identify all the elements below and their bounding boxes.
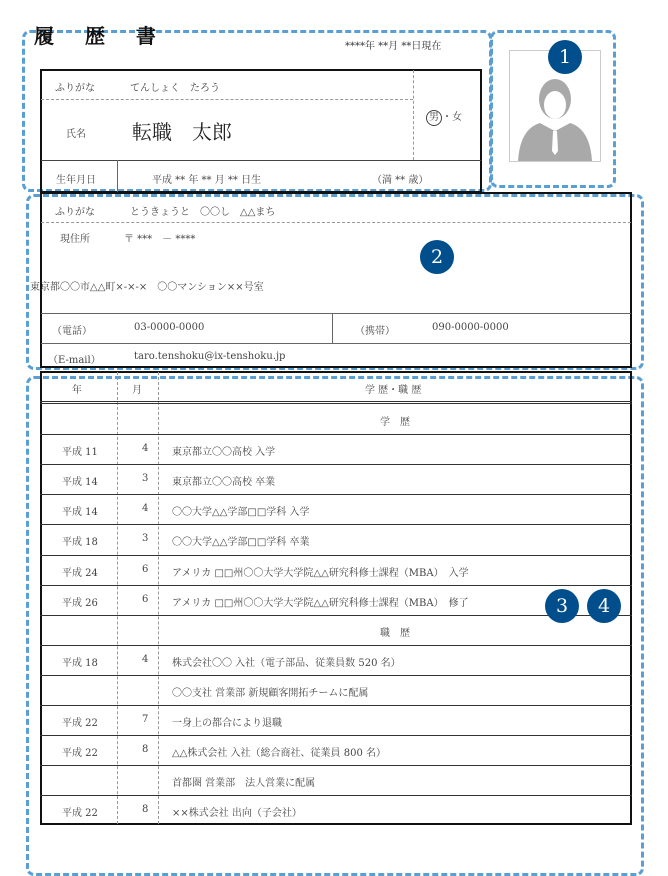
gender-selector[interactable]: 男 ・女: [426, 108, 462, 126]
row-divider: [40, 494, 632, 495]
phone-label: （電話）: [52, 326, 92, 337]
history-row-content: 〇〇大学△△学部□□学科 入学: [172, 507, 310, 519]
history-row-year: 平成 18: [62, 537, 98, 549]
col-header-month: 月: [132, 385, 142, 396]
address-value: 東京都〇〇市△△町×-×-× 〇〇マンション××号室: [30, 282, 264, 293]
history-row-year: 平成 26: [62, 597, 98, 609]
history-row-year: 平成 24: [62, 567, 98, 579]
history-row-month: 4: [142, 443, 149, 455]
name-label: 氏名: [66, 129, 86, 140]
furigana-value: てんしょく たろう: [130, 83, 220, 94]
col-header-content: 学 歴・職 歴: [365, 385, 422, 396]
postal-code: 〒 *** － ****: [124, 234, 196, 245]
history-row-month: 8: [142, 744, 149, 756]
row-divider: [40, 524, 632, 525]
row-divider: [40, 735, 632, 736]
history-section-heading: 職 歴: [380, 627, 410, 639]
history-row-content: アメリカ □□州〇〇大学大学院△△研究科修士課程（MBA） 入学: [172, 567, 469, 579]
history-row-content: 首都圏 営業部 法人営業に配属: [172, 778, 316, 790]
history-row-content: ××株式会社 出向（子会社）: [172, 808, 302, 820]
history-row-year: 平成 18: [62, 657, 98, 669]
row-divider: [40, 765, 632, 766]
row-divider: [40, 585, 632, 586]
history-row-year: 平成 22: [62, 718, 98, 729]
age-value: （満 ** 歳）: [372, 175, 429, 186]
history-row-year: 平成 11: [62, 447, 98, 459]
history-row-content: 株式会社〇〇 入社（電子部品、従業員数 520 名）: [172, 657, 401, 669]
badge-4: 4: [587, 589, 621, 623]
history-row-year: 平成 22: [62, 808, 98, 820]
history-section-heading: 学 歴: [380, 417, 410, 428]
gender-female: 女: [452, 112, 462, 123]
history-row-year: 平成 14: [62, 507, 98, 519]
address-furigana-label: ふりがな: [55, 207, 95, 218]
row-divider: [40, 675, 632, 676]
badge-1: 1: [548, 40, 582, 74]
address-furigana-value: とうきょうと 〇〇し △△まち: [130, 207, 276, 218]
history-row-content: 〇〇支社 営業部 新規顧客開拓チームに配属: [172, 687, 369, 699]
history-row-year: 平成 14: [62, 477, 98, 489]
history-row-content: アメリカ □□州〇〇大学大学院△△研究科修士課程（MBA） 修了: [172, 597, 469, 609]
history-row-content: 東京都立〇〇高校 卒業: [172, 477, 276, 489]
birth-value: 平成 ** 年 ** 月 ** 日生: [152, 175, 262, 186]
row-divider: [40, 615, 632, 616]
row-divider: [40, 645, 632, 646]
row-divider: [40, 434, 632, 435]
history-row-content: 一身上の都合により退職: [172, 718, 282, 729]
col-header-year: 年: [72, 385, 82, 396]
history-row-content: 東京都立〇〇高校 入学: [172, 447, 276, 459]
history-row-content: 〇〇大学△△学部□□学科 卒業: [172, 537, 310, 549]
history-row-content: △△株式会社 入社（総合商社、従業員 800 名）: [172, 748, 387, 760]
row-divider: [40, 464, 632, 465]
phone-value: 03-0000-0000: [134, 322, 205, 333]
date-label: ****年 **月 **日現在: [345, 41, 442, 52]
mobile-label: （携帯）: [355, 326, 395, 337]
history-row-month: 6: [142, 563, 149, 575]
email-label: （E-mail）: [48, 355, 101, 366]
history-row-year: 平成 22: [62, 748, 98, 760]
furigana-label: ふりがな: [55, 83, 95, 94]
mobile-value: 090-0000-0000: [432, 322, 509, 333]
history-row-month: 3: [142, 533, 149, 545]
row-divider: [40, 705, 632, 706]
birth-label: 生年月日: [56, 175, 96, 186]
row-divider: [40, 555, 632, 556]
badge-3: 3: [545, 589, 579, 623]
history-row-month: 6: [142, 593, 149, 605]
history-row-month: 7: [142, 714, 149, 725]
badge-2: 2: [420, 240, 454, 274]
address-label: 現住所: [60, 234, 90, 245]
name-value: 転職 太郎: [132, 120, 232, 144]
page-title: 履 歴 書: [34, 24, 168, 48]
history-row-month: 3: [142, 473, 149, 485]
history-row-month: 8: [142, 804, 149, 816]
email-value: taro.tenshoku@ix-tenshoku.jp: [134, 351, 286, 362]
history-row-month: 4: [142, 503, 149, 515]
row-divider: [40, 795, 632, 796]
history-row-month: 4: [142, 653, 149, 665]
gender-male-circled: 男: [426, 110, 442, 126]
